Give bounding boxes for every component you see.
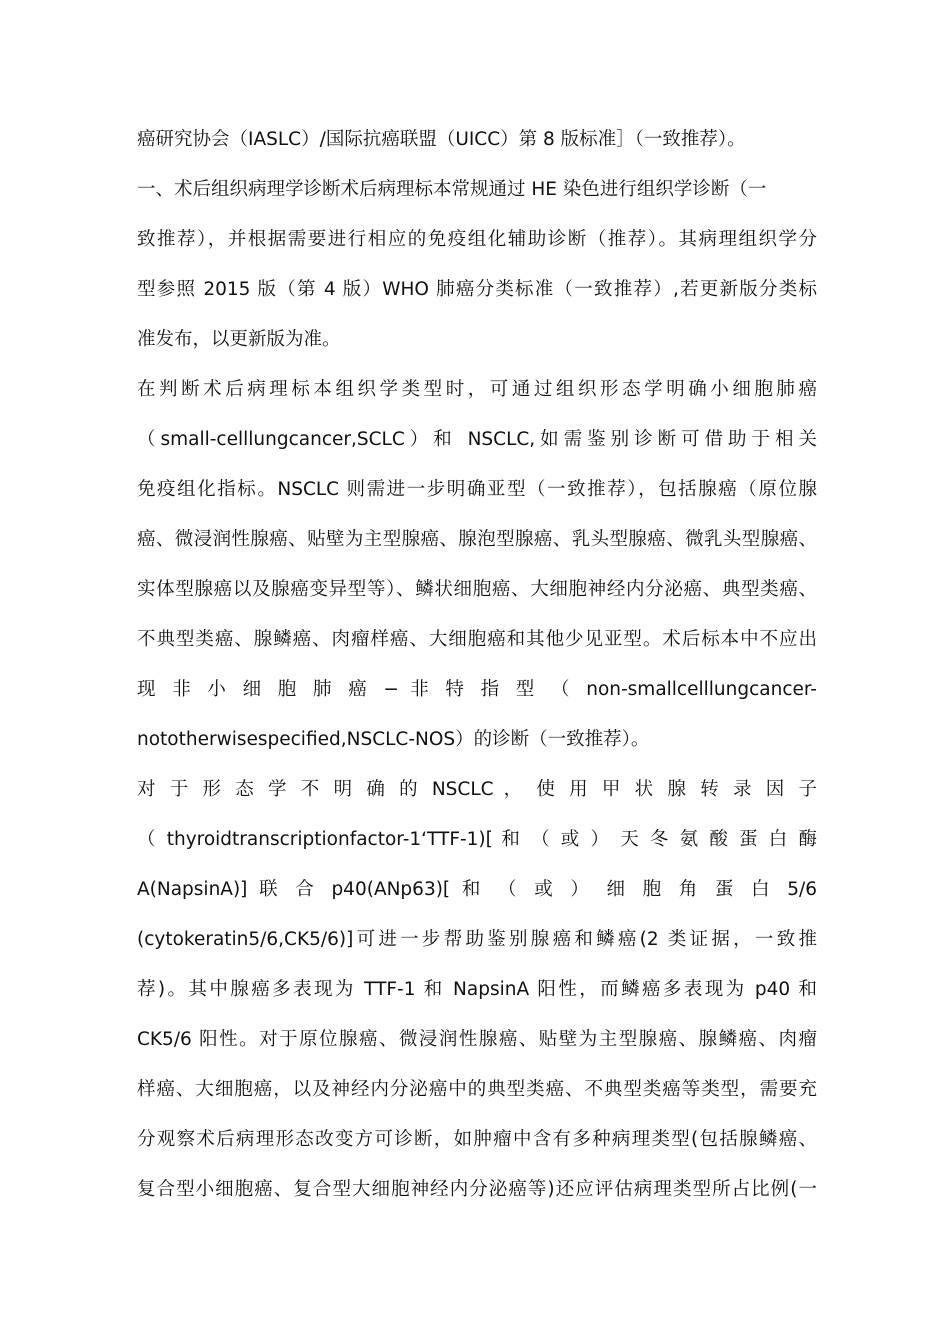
text-line-15: （ thyroidtranscriptionfactor-1‘TTF-1)[ 和 （ 或 ） 天 冬 氨 酸 蛋 白 酶 — [137, 829, 817, 850]
text-line-3: 致推荐），并根据需要进行相应的免疫组化辅助诊断（推荐）。其病理组织学分 — [137, 229, 817, 250]
text-line-18: 荐)。其中腺癌多表现为 TTF-1 和 NapsinA 阳性，而鳞癌多表现为 p40 和 — [137, 979, 817, 1000]
text-line-21: 分观察术后病理形态改变方可诊断，如肿瘤中含有多种病理类型(包括腺鳞癌、 — [137, 1129, 817, 1150]
text-line-17: (cytokeratin5/6,CK5/6)]可进一步帮助鉴别腺癌和鳞癌(2 类证据，一致推 — [137, 929, 817, 950]
text-line-11: 不典型类癌、腺鳞癌、肉瘤样癌、大细胞癌和其他少见亚型。术后标本中不应出 — [137, 629, 817, 650]
text-line-6: 在判断术后病理标本组织学类型时，可通过组织形态学明确小细胞肺癌 — [137, 379, 817, 400]
text-line-10: 实体型腺癌以及腺癌变异型等）、鳞状细胞癌、大细胞神经内分泌癌、典型类癌、 — [137, 579, 817, 600]
text-line-14: 对 于 形 态 学 不 明 确 的 NSCLC ， 使 用 甲 状 腺 转 录 因 子 — [137, 779, 817, 800]
text-line-1: 癌研究协会（IASLC）/国际抗癌联盟（UICC）第 8 版标准］（一致推荐）。 — [137, 129, 746, 150]
text-line-22: 复合型小细胞癌、复合型大细胞神经内分泌癌等)还应评估病理类型所占比例(一 — [137, 1179, 817, 1200]
text-line-4: 型参照 2015 版（第 4 版）WHO 肺癌分类标准（一致推荐）,若更新版分类标 — [137, 279, 817, 300]
text-line-5: 准发布，以更新版为准。 — [137, 329, 341, 350]
text-line-7: （small-celllungcancer,SCLC）和 NSCLC,如需鉴别诊断可借助于相关 — [137, 429, 817, 450]
text-line-8: 免疫组化指标。NSCLC 则需进一步明确亚型（一致推荐），包括腺癌（原位腺 — [137, 479, 817, 500]
text-line-13: nototherwisespecified,NSCLC-NOS）的诊断（一致推荐）。 — [137, 729, 650, 750]
text-line-16: A(NapsinA)] 联 合 p40(ANp63)[ 和 （ 或 ） 细 胞 角 蛋 白 5/6 — [137, 879, 817, 900]
text-line-9: 癌、微浸润性腺癌、贴壁为主型腺癌、腺泡型腺癌、乳头型腺癌、微乳头型腺癌、 — [137, 529, 817, 550]
text-line-20: 样癌、大细胞癌，以及神经内分泌癌中的典型类癌、不典型类癌等类型，需要充 — [137, 1079, 817, 1100]
text-line-19: CK5/6 阳性。对于原位腺癌、微浸润性腺癌、贴壁为主型腺癌、腺鳞癌、肉瘤 — [137, 1029, 817, 1050]
text-line-12: 现 非 小 细 胞 肺 癌 − 非 特 指 型 （ non-smallcelllungcancer- — [137, 679, 817, 700]
text-line-2: 一、术后组织病理学诊断术后病理标本常规通过 HE 染色进行组织学诊断（一 — [137, 179, 767, 200]
